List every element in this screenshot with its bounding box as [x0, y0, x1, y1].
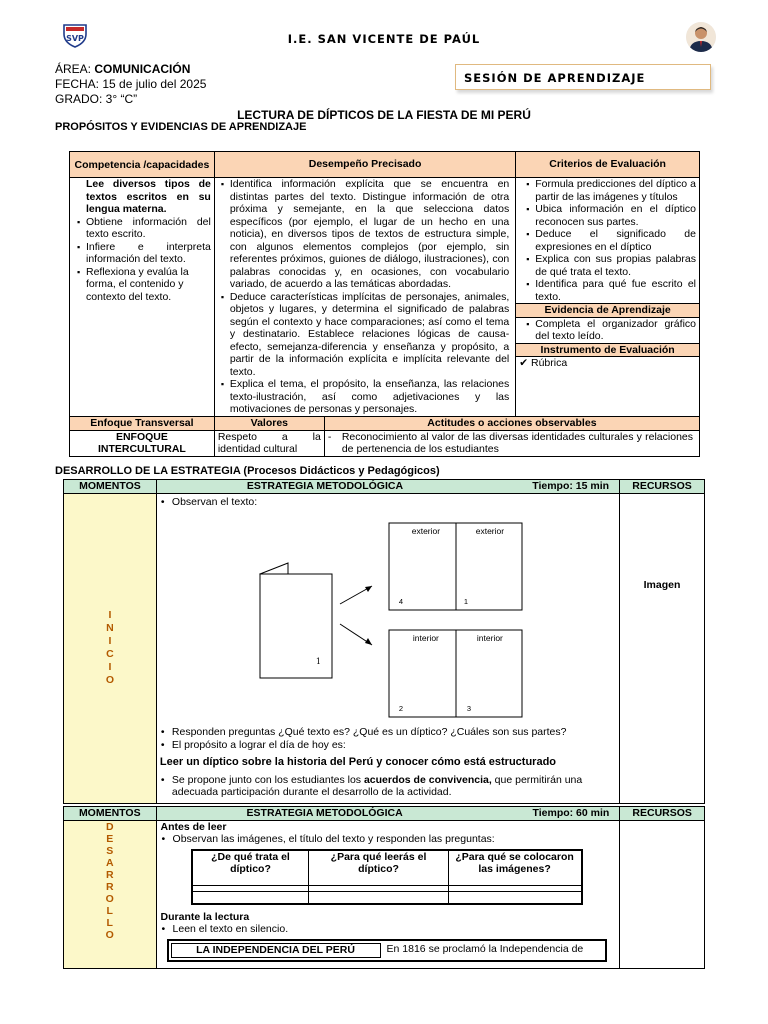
acuerdos-bold: acuerdos de convivencia,	[363, 773, 492, 786]
header-recursos: RECURSOS	[620, 480, 705, 494]
pregunta-cell: ¿Para qué leerás el díptico?	[309, 850, 448, 886]
tiempo-label: Tiempo: 15 min	[532, 480, 610, 492]
grado-line: GRADO: 3° “C”	[55, 92, 138, 106]
momento-letter: O	[105, 674, 115, 686]
enfoque-text: ENFOQUE INTERCULTURAL	[70, 430, 215, 456]
header-momentos: MOMENTOS	[64, 807, 157, 821]
momento-letter: S	[106, 844, 114, 857]
capacidad-item: ▪ Reflexiona y evalúa la forma, el contenido y contexto del texto.	[86, 266, 211, 304]
momento-letter: D	[105, 820, 114, 833]
instrumento-label: Instrumento de Evaluación	[516, 343, 700, 357]
desarrollo-strategy-cell	[156, 820, 620, 968]
check-icon: ✔	[519, 357, 531, 369]
capacidad-item: ▪ Infiere e interpreta información del texto.	[86, 241, 211, 266]
inicio-table	[63, 479, 705, 804]
session-box: SESIÓN DE APRENDIZAJE	[455, 64, 711, 90]
momento-letter: R	[105, 868, 114, 881]
page-number: 1	[463, 597, 469, 606]
header-competencia: Competencia /capacidades	[70, 152, 215, 178]
preguntas-table	[191, 849, 583, 905]
acuerdos-text-end: que permitirán una adecuada participación durante el desarrollo de la actividad.	[171, 773, 583, 798]
label-exterior-right: exterior	[475, 526, 505, 536]
page-number: 2	[398, 704, 404, 713]
lectura-text: En 1816 se proclamó la Independencia de	[386, 942, 584, 955]
momento-letter: O	[105, 928, 114, 941]
instrumento-cell	[516, 357, 700, 417]
label-interior-right: interior	[476, 633, 503, 643]
school-name: I.E. SAN VICENTE DE PAÚL	[287, 32, 481, 46]
actitudes-label: Actitudes o acciones observables	[427, 417, 597, 429]
momento-letter: R	[105, 880, 114, 893]
header-desempeno: Desempeño Precisado	[214, 152, 515, 178]
lectura-title: LA INDEPENDENCIA DEL PERÚ	[171, 943, 381, 958]
acuerdos-item	[172, 774, 616, 799]
desempenos-list	[218, 178, 509, 416]
actitud-cell: - Reconocimiento al valor de las diversas identidades culturales y relaciones de pertenencia de los estudiantes	[327, 430, 693, 455]
momento-letter: A	[105, 856, 114, 869]
desempeno-cell	[214, 178, 515, 417]
valores-actitudes-cell	[214, 430, 699, 456]
page-number: 4	[398, 597, 404, 606]
valor-text: Respeto a la identidad cultural	[215, 431, 325, 456]
competencia-text: Lee diversos tipos de textos escritos en su lengua materna.	[86, 178, 211, 215]
momento-desarrollo	[64, 820, 157, 968]
momento-letter: N	[106, 622, 114, 634]
area-line	[55, 62, 190, 76]
antes-heading: Antes de leer	[160, 820, 227, 833]
estrategia-label: ESTRATEGIA METODOLÓGICA	[246, 480, 404, 492]
purposes-table	[69, 151, 700, 457]
header-criterios: Criterios de Evaluación	[516, 152, 700, 178]
page-number: 1	[315, 657, 321, 666]
proposito-item: • El propósito a lograr el día de hoy es:	[172, 739, 616, 752]
criterio-item: ▪ Formula predicciones del díptico a partir de las imágenes y títulos	[535, 178, 696, 203]
criterio-item: ▪ Ubica información en el díptico reconocen sus partes.	[535, 203, 696, 228]
evidencia-label: Evidencia de Aprendizaje	[516, 304, 700, 318]
criterios-cell	[516, 178, 700, 304]
criterio-item: ▪ Identifica para qué fue escrito el texto.	[535, 278, 696, 303]
answer-cell	[192, 892, 309, 904]
diptico-diagram	[160, 508, 616, 726]
header-enfoque: Enfoque Transversal	[70, 417, 215, 431]
area-label: ÁREA:	[55, 62, 95, 76]
label-interior-left: interior	[412, 633, 439, 643]
momento-letter: L	[106, 916, 113, 929]
momento-letter: I	[108, 635, 112, 647]
pregunta-cell: ¿De qué trata el díptico?	[192, 850, 309, 886]
session-goal: Leer un díptico sobre la historia del Perú y conocer cómo está estructurado	[159, 756, 557, 768]
momento-letter: L	[106, 904, 113, 917]
antes-item: • Observan las imágenes, el título del texto y responden las preguntas:	[173, 833, 617, 846]
pregunta-cell: ¿Para qué se colocaron las imágenes?	[448, 850, 581, 886]
desarrollo-table	[63, 806, 705, 969]
durante-item: • Leen el texto en silencio.	[173, 923, 617, 936]
momento-letter: I	[108, 609, 112, 621]
teacher-avatar-icon	[686, 22, 716, 52]
preguntas-item: • Responden preguntas ¿Qué texto es? ¿Qué es un díptico? ¿Cuáles son sus partes?	[172, 726, 616, 739]
evidencia-cell	[516, 317, 700, 343]
desarrollo-title: DESARROLLO DE LA ESTRATEGIA (Procesos Didácticos y Pedagógicos)	[55, 465, 440, 477]
lectura-box	[167, 939, 607, 962]
header-estrategia	[156, 807, 620, 821]
momento-letter: C	[106, 648, 114, 660]
page-number: 3	[466, 704, 472, 713]
actitud-text: Reconocimiento al valor de las diversas identidades culturales y relaciones de pertenencia de los estudiantes	[341, 430, 693, 455]
header-valores	[214, 417, 699, 431]
svg-text:SVP: SVP	[66, 34, 84, 43]
desempeno-item: ▪ Explica el tema, el propósito, la enseñanza, las relaciones texto-ilustración, así como adjetivaciones y las motivaciones de personas y personajes.	[230, 378, 509, 416]
momento-letter: O	[105, 892, 114, 905]
acuerdos-text: Se propone junto con los estudiantes los	[171, 773, 364, 786]
estrategia-label: ESTRATEGIA METODOLÓGICA	[246, 807, 403, 819]
instrumento-text: Rúbrica	[530, 357, 568, 369]
recursos-cell	[620, 820, 705, 968]
header-recursos: RECURSOS	[620, 807, 705, 821]
section-subtitle: PROPÓSITOS Y EVIDENCIAS DE APRENDIZAJE	[55, 121, 307, 133]
label-exterior-left: exterior	[411, 526, 441, 536]
inicio-strategy-cell	[156, 493, 619, 803]
header-momentos: MOMENTOS	[64, 480, 157, 494]
desempeno-item: ▪ Deduce características implícitas de personajes, animales, objetos y lugares, y determina el significado de palabras según el contexto y hace comparaciones; así como el tema y destinatario. Establece relaciones lógicas de causa-efecto, semejanza-diferencia y enseñanza y propósito, a partir de la información explícita e implícita relevante del texto.	[230, 291, 509, 379]
evidencia-text: ▪ Completa el organizador gráfico del texto leído.	[535, 318, 696, 343]
valores-label: Valores	[215, 417, 325, 430]
criterio-item: ▪ Explica con sus propias palabras de qué trata el texto.	[535, 253, 696, 278]
answer-cell	[448, 892, 581, 904]
criterio-item: ▪ Deduce el significado de expresiones en el díptico	[535, 228, 696, 253]
fecha-line: FECHA: 15 de julio del 2025	[55, 77, 207, 91]
momento-letter: I	[108, 661, 112, 673]
desempeno-item: ▪ Identifica información explícita que se encuentra en distintas partes del texto. Distingue información de otra próxima y semejante, en la que selecciona datos específicos (por ejemplo, el lugar de un hecho en una noticia), en diversos tipos de textos de estructura simple, con algunos elementos complejos (por ejemplo, sin referentes próximos, guiones de diálogo, ilustraciones), con palabras conocidas y, en ocasiones, con vocabulario variado, de acuerdo a las temáticas abordadas.	[230, 178, 509, 291]
tiempo-label: Tiempo: 60 min	[532, 807, 610, 819]
diptico-illustration	[160, 508, 620, 726]
header-estrategia	[156, 480, 619, 494]
durante-heading: Durante la lectura	[160, 910, 250, 923]
competencia-cell	[70, 178, 215, 417]
momento-letter: E	[106, 832, 114, 845]
capacidades-list	[76, 216, 211, 304]
criterios-list	[519, 178, 696, 303]
answer-cell	[309, 892, 448, 904]
observan-item: • Observan el texto:	[172, 496, 616, 509]
capacidad-item: ▪ Obtiene información del texto escrito.	[86, 216, 211, 241]
recurso-imagen: Imagen	[620, 493, 705, 803]
momento-inicio	[64, 493, 157, 803]
area-value: COMUNICACIÓN	[94, 62, 191, 76]
document-title: LECTURA DE DÍPTICOS DE LA FIESTA DE MI PERÚ	[237, 108, 531, 122]
